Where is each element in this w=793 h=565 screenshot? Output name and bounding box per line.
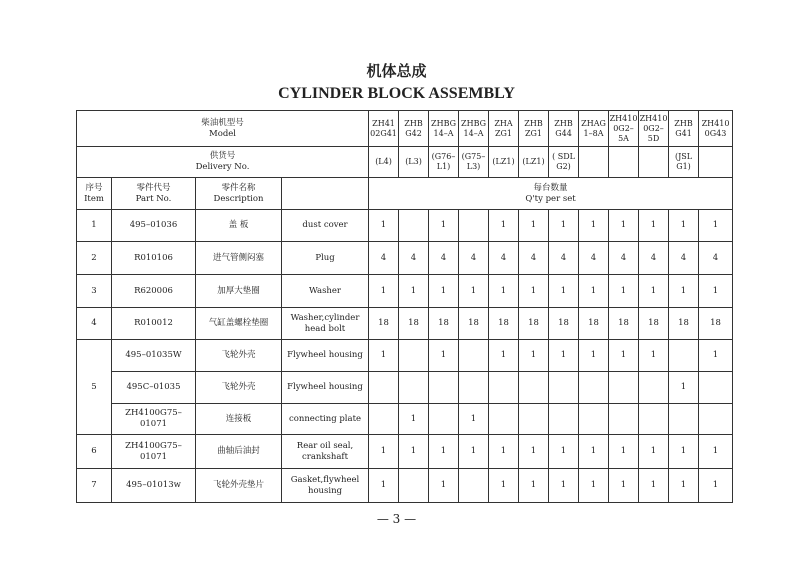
rows.0.en-line: dust cover: [302, 220, 348, 231]
qty-cell: 18: [369, 308, 399, 340]
qty-cell: 4: [639, 242, 669, 275]
qty-cell: [579, 372, 609, 404]
model-cell: [519, 111, 549, 147]
part-no-cell: 495–01013w: [112, 469, 196, 503]
qty-header-cell: [369, 178, 733, 210]
models.9-line: ZH410: [639, 113, 668, 123]
qty-cell: 4: [519, 242, 549, 275]
model-label-en: Model: [209, 128, 237, 139]
qty-cell: 1: [609, 340, 639, 372]
qty-cell: 1: [639, 435, 669, 469]
model-cell: [639, 111, 669, 147]
part-no-cell: 495C–01035: [112, 372, 196, 404]
delivery-cell: [519, 147, 549, 178]
model-cell: [549, 111, 579, 147]
table-row: [77, 242, 733, 275]
qty-cell: 18: [699, 308, 733, 340]
qty-cell: 1: [609, 210, 639, 242]
qty-cell: 1: [579, 435, 609, 469]
qty-cell: [459, 372, 489, 404]
qty-cell: 1: [549, 469, 579, 503]
desc-en-header-cell: [282, 178, 369, 210]
item-cell: 4: [77, 308, 112, 340]
page-number: — 3 —: [376, 512, 417, 526]
part-header-cell: [112, 178, 196, 210]
deliveries.6-line: G2): [556, 162, 571, 171]
desc-en-cell: [282, 308, 369, 340]
qty-cell: [669, 404, 699, 435]
models.1-line: ZHB: [404, 118, 423, 128]
model-cell: [399, 111, 429, 147]
delivery-cell: [669, 147, 699, 178]
deliveries.5-line: (LZ1): [522, 157, 545, 166]
qty-label-cn: 每台数量: [533, 182, 568, 193]
qty-cell: [699, 372, 733, 404]
deliveries.2-line: L1): [436, 162, 451, 171]
delivery-cell: [369, 147, 399, 178]
qty-cell: [579, 404, 609, 435]
models.5-line: ZHB: [524, 118, 543, 128]
desc-en-cell: [282, 372, 369, 404]
deliveries.6-line: ( SDL: [552, 152, 575, 161]
models.7-line: 1–8A: [583, 128, 604, 138]
qty-cell: [399, 372, 429, 404]
model-label-cn: 柴油机型号: [201, 117, 244, 128]
qty-cell: 4: [549, 242, 579, 275]
model-cell: [369, 111, 399, 147]
models.10-line: ZHB: [674, 118, 693, 128]
qty-cell: 18: [399, 308, 429, 340]
delivery-cell: [429, 147, 459, 178]
qty-cell: [519, 372, 549, 404]
qty-cell: [489, 404, 519, 435]
qty-cell: [429, 404, 459, 435]
rows.8.en-line: housing: [307, 485, 343, 496]
item-cell: 1: [77, 210, 112, 242]
page-title-en: CYLINDER BLOCK ASSEMBLY: [278, 85, 515, 102]
models.0-line: 02G41: [370, 128, 397, 138]
models.2-line: ZHBG: [431, 118, 456, 128]
qty-cell: 1: [369, 469, 399, 503]
delivery-cell: [489, 147, 519, 178]
qty-cell: 1: [549, 340, 579, 372]
models.8-line: 5A: [618, 133, 629, 143]
qty-cell: [399, 340, 429, 372]
desc-header-cell: [196, 178, 282, 210]
delivery-cell: [399, 147, 429, 178]
desc-cn-cell: 飞轮外壳: [196, 372, 282, 404]
qty-cell: 18: [579, 308, 609, 340]
table-row: [77, 372, 733, 404]
qty-cell: 4: [699, 242, 733, 275]
rows.7.en-line: crankshaft: [302, 451, 348, 462]
delivery-cell: [579, 147, 609, 178]
qty-cell: 1: [429, 275, 459, 308]
models.10-line: G41: [675, 128, 692, 138]
model-cell: [699, 111, 733, 147]
rows.5.en-line: Flywheel housing: [287, 382, 363, 393]
qty-cell: 18: [519, 308, 549, 340]
qty-cell: 4: [369, 242, 399, 275]
qty-cell: 1: [609, 469, 639, 503]
models.1-line: G42: [405, 128, 422, 138]
item-cell: 5: [77, 340, 112, 435]
qty-cell: 1: [489, 435, 519, 469]
qty-cell: 1: [639, 340, 669, 372]
rows.3.en-line: Washer,cylinder: [290, 312, 360, 323]
qty-cell: 1: [369, 275, 399, 308]
model-cell: [489, 111, 519, 147]
qty-cell: 1: [669, 275, 699, 308]
models.8-line: ZH410: [609, 113, 638, 123]
desc-cn-cell: 盖 板: [196, 210, 282, 242]
desc-label-en: Description: [213, 193, 264, 204]
qty-cell: 1: [549, 210, 579, 242]
models.5-line: ZG1: [524, 128, 543, 138]
model-header-cell: [77, 111, 369, 147]
qty-cell: [369, 404, 399, 435]
qty-cell: [519, 404, 549, 435]
qty-cell: [609, 372, 639, 404]
model-cell: [459, 111, 489, 147]
qty-cell: 1: [579, 469, 609, 503]
qty-cell: [639, 372, 669, 404]
desc-cn-cell: 连接板: [196, 404, 282, 435]
qty-cell: 1: [429, 469, 459, 503]
desc-en-cell: [282, 210, 369, 242]
delivery-header-cell: [77, 147, 369, 178]
models.11-line: 0G43: [704, 128, 727, 138]
qty-cell: 1: [429, 435, 459, 469]
models.4-line: ZG1: [494, 128, 513, 138]
models.6-line: G44: [555, 128, 572, 138]
item-label-en: Item: [84, 193, 104, 204]
qty-cell: 1: [579, 210, 609, 242]
qty-cell: 1: [459, 435, 489, 469]
qty-cell: [639, 404, 669, 435]
qty-cell: 1: [489, 340, 519, 372]
delivery-cell: [549, 147, 579, 178]
qty-cell: 18: [609, 308, 639, 340]
qty-cell: 1: [459, 275, 489, 308]
part-no-cell: R620006: [112, 275, 196, 308]
qty-cell: 1: [369, 340, 399, 372]
qty-cell: 1: [489, 210, 519, 242]
part-label-en: Part No.: [135, 193, 172, 204]
qty-cell: 1: [519, 210, 549, 242]
qty-cell: 1: [549, 435, 579, 469]
qty-cell: 1: [429, 340, 459, 372]
qty-cell: 1: [489, 275, 519, 308]
rows.4.en-line: Flywheel housing: [287, 350, 363, 361]
deliveries.1-line: (L3): [405, 157, 422, 166]
qty-cell: 1: [639, 469, 669, 503]
qty-cell: 1: [699, 275, 733, 308]
part-no-cell: ZH4100G75–01071: [112, 404, 196, 435]
qty-cell: [699, 404, 733, 435]
qty-cell: 4: [459, 242, 489, 275]
table-row: [77, 469, 733, 503]
qty-cell: 1: [369, 210, 399, 242]
qty-label-en: Q'ty per set: [525, 193, 576, 204]
qty-cell: 1: [519, 469, 549, 503]
parts-table: [76, 110, 733, 503]
deliveries.4-line: (LZ1): [492, 157, 515, 166]
qty-cell: 1: [639, 275, 669, 308]
deliveries.3-line: (G75–: [461, 152, 486, 161]
desc-cn-cell: 气缸盖螺栓垫圈: [196, 308, 282, 340]
deliveries.0-line: (L4): [375, 157, 392, 166]
qty-cell: [429, 372, 459, 404]
rows.6.en-line: connecting plate: [288, 413, 362, 424]
qty-cell: 1: [549, 275, 579, 308]
qty-cell: [459, 210, 489, 242]
qty-cell: [459, 340, 489, 372]
rows.3.en-line: head bolt: [304, 323, 346, 334]
deliveries.10-line: (JSL: [674, 152, 693, 161]
desc-en-cell: [282, 340, 369, 372]
part-label-cn: 零件代号: [136, 182, 171, 193]
qty-cell: [369, 372, 399, 404]
desc-cn-cell: 飞轮外壳垫片: [196, 469, 282, 503]
models.9-line: 0G2–: [643, 123, 664, 133]
qty-cell: 1: [399, 404, 429, 435]
models.0-line: ZH41: [372, 118, 395, 128]
models.9-line: 5D: [647, 133, 660, 143]
model-cell: [669, 111, 699, 147]
qty-cell: 1: [699, 340, 733, 372]
models.6-line: ZHB: [554, 118, 573, 128]
rows.8.en-line: Gasket,flywheel: [290, 474, 360, 485]
deliveries.3-line: L3): [466, 162, 481, 171]
qty-cell: 18: [489, 308, 519, 340]
table-row: [77, 210, 733, 242]
table-row: [77, 435, 733, 469]
desc-cn-cell: 曲轴后油封: [196, 435, 282, 469]
qty-cell: [399, 210, 429, 242]
qty-cell: 1: [669, 210, 699, 242]
qty-cell: 1: [699, 469, 733, 503]
qty-cell: [609, 404, 639, 435]
qty-cell: 18: [549, 308, 579, 340]
qty-cell: 1: [459, 404, 489, 435]
qty-cell: [399, 469, 429, 503]
part-no-cell: 495–01035W: [112, 340, 196, 372]
qty-cell: 18: [429, 308, 459, 340]
item-cell: 6: [77, 435, 112, 469]
qty-cell: 1: [699, 210, 733, 242]
models.11-line: ZH410: [701, 118, 730, 128]
desc-cn-cell: 进气管侧闷塞: [196, 242, 282, 275]
part-no-cell: 495–01036: [112, 210, 196, 242]
model-cell: [579, 111, 609, 147]
models.2-line: 14–A: [433, 128, 454, 138]
qty-cell: 1: [369, 435, 399, 469]
delivery-label-en: Delivery No.: [195, 162, 250, 172]
qty-cell: [459, 469, 489, 503]
qty-cell: 1: [669, 435, 699, 469]
qty-cell: 1: [519, 435, 549, 469]
delivery-cell: [699, 147, 733, 178]
table-row: [77, 308, 733, 340]
desc-en-cell: [282, 435, 369, 469]
models.8-line: 0G2–: [613, 123, 634, 133]
rows.2.en-line: Washer: [309, 285, 341, 296]
desc-en-cell: [282, 404, 369, 435]
desc-en-cell: [282, 275, 369, 308]
qty-cell: [489, 372, 519, 404]
qty-cell: 4: [489, 242, 519, 275]
qty-cell: 1: [429, 210, 459, 242]
item-cell: 2: [77, 242, 112, 275]
qty-cell: [549, 372, 579, 404]
desc-cn-cell: 加厚大垫圈: [196, 275, 282, 308]
models.3-line: 14–A: [463, 128, 484, 138]
page-title-cn: 机体总成: [366, 62, 427, 80]
qty-cell: 1: [699, 435, 733, 469]
item-cell: 3: [77, 275, 112, 308]
model-cell: [609, 111, 639, 147]
qty-cell: 18: [639, 308, 669, 340]
item-header-cell: [77, 178, 112, 210]
desc-en-cell: [282, 469, 369, 503]
qty-cell: 1: [609, 435, 639, 469]
qty-cell: 1: [609, 275, 639, 308]
delivery-label-cn: 供货号: [209, 151, 236, 162]
table-row: [77, 340, 733, 372]
qty-cell: 4: [609, 242, 639, 275]
delivery-cell: [459, 147, 489, 178]
qty-cell: 4: [429, 242, 459, 275]
rows.7.en-line: Rear oil seal,: [296, 440, 354, 451]
qty-cell: 1: [489, 469, 519, 503]
model-cell: [429, 111, 459, 147]
delivery-cell: [639, 147, 669, 178]
qty-cell: [669, 340, 699, 372]
part-no-cell: ZH4100G75–01071: [112, 435, 196, 469]
rows.1.en-line: Plug: [315, 252, 335, 263]
part-no-cell: R010106: [112, 242, 196, 275]
desc-cn-cell: 飞轮外壳: [196, 340, 282, 372]
delivery-cell: [609, 147, 639, 178]
qty-cell: 18: [459, 308, 489, 340]
qty-cell: 1: [399, 435, 429, 469]
qty-cell: 1: [639, 210, 669, 242]
desc-en-cell: [282, 242, 369, 275]
qty-cell: 1: [519, 275, 549, 308]
table-row: [77, 404, 733, 435]
qty-cell: 1: [519, 340, 549, 372]
deliveries.2-line: (G76–: [431, 152, 456, 161]
table-row: [77, 275, 733, 308]
models.7-line: ZHAG: [581, 118, 606, 128]
qty-cell: 4: [579, 242, 609, 275]
item-cell: 7: [77, 469, 112, 503]
models.4-line: ZHA: [494, 118, 513, 128]
qty-cell: 18: [669, 308, 699, 340]
qty-cell: 1: [579, 275, 609, 308]
qty-cell: [549, 404, 579, 435]
desc-label-cn: 零件名称: [221, 182, 256, 193]
qty-cell: 1: [579, 340, 609, 372]
qty-cell: 4: [669, 242, 699, 275]
qty-cell: 1: [399, 275, 429, 308]
qty-cell: 1: [669, 372, 699, 404]
deliveries.10-line: G1): [676, 162, 691, 171]
qty-cell: 4: [399, 242, 429, 275]
models.3-line: ZHBG: [461, 118, 486, 128]
qty-cell: 1: [669, 469, 699, 503]
item-label-cn: 序号: [85, 182, 103, 193]
part-no-cell: R010012: [112, 308, 196, 340]
